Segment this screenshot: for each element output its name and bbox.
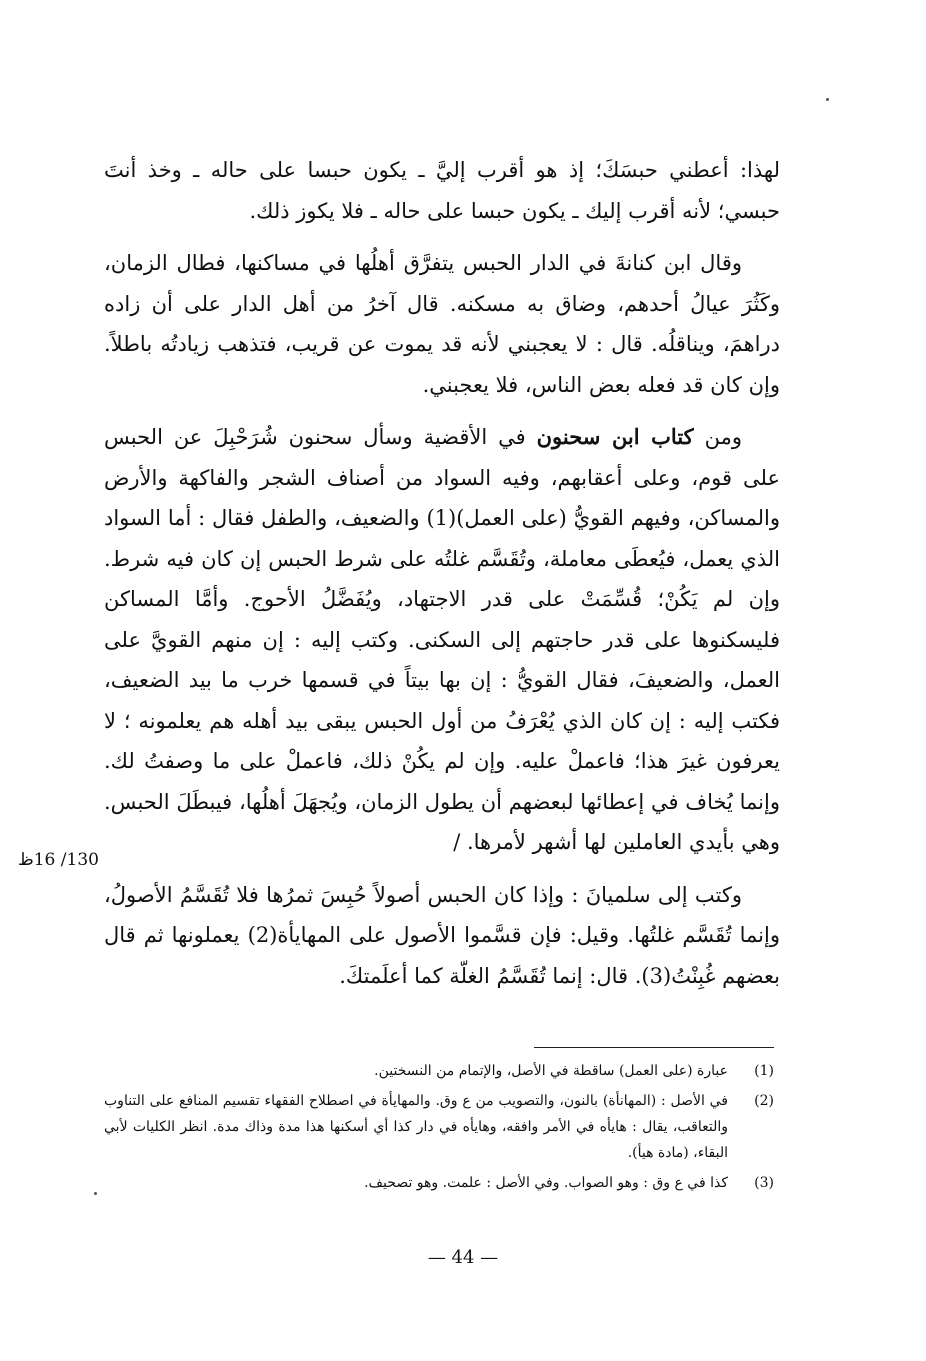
scan-dot-bottom	[94, 1192, 97, 1195]
paragraph-1: لهذا: أعطني حبسَكَ؛ إذ هو أقرب إليَّ ـ يكون حبسا على حاله ـ وخذ أنتَ حبسي؛ لأنه أقرب إليك ـ يكون حبسا على حاله ـ فلا يكوز ذلك.	[104, 158, 780, 223]
main-text	[104, 150, 780, 1008]
footnote-number: (2)	[754, 1093, 774, 1109]
footnote-number: (1)	[754, 1063, 774, 1079]
paragraph-3-rest: في الأقضية وسأل سحنون شُرَحْبِلَ عن الحبس على قوم، وعلى أعقابهم، وفيه السواد من أصناف الشجر والفاكهة والأرض والمساكن، وفيهم القويُّ (على العمل)(1) والضعيف، والطفل فقال : أما السواد الذي يعمل، فيُعطَى معاملة، وتُقَسَّم غلتُه على شرط الحبس إن كان فيه شرط. وإن لم يَكُنْ؛ قُسِّمَتْ على قدر الاجتهاد، ويُفَضَّلُ الأحوج. وأمَّا المساكن فليسكنوها على قدر حاجتهم إلى السكنى. وكتب إليه : إن منهم القويَّ على العمل، والضعيفَ، فقال القويُّ : إن بها بيتاً في قسمها خرب ما بيد الضعيف، فكتب إليه : إن كان الذي يُعْرَفُ من أول الحبس يبقى بيد أهله هم يعلمونه ؛ لا يعرفون غيرَ هذا؛ فاعملْ عليه. وإن لم يكُنْ ذلك، فاعملْ على ما وصفتُ لك. وإنما يُخاف في إعطائها لبعضهم أن يطول الزمان، ويُجهَلَ أهلُها، فيبطَلَ الحبس. وهي بأيدي العاملين لها أشهر لأمرها. /	[104, 425, 780, 854]
page-number: — 44 —	[427, 1247, 499, 1268]
footnotes	[104, 1058, 774, 1200]
paragraph-3-lead: ومن	[704, 425, 742, 449]
footnote-3	[104, 1170, 774, 1196]
footnote-2	[104, 1088, 774, 1166]
footnote-text: عبارة (على العمل) ساقطة في الأصل، والإتمام من النسختين.	[374, 1063, 728, 1079]
book-title: كتاب ابن سحنون	[536, 424, 694, 449]
footnote-text: كذا في ع وق : وهو الصواب. وفي الأصل : علمت. وهو تصحيف.	[364, 1175, 728, 1191]
paragraph-2: وقال ابن كنانةَ في الدار الحبس يتفرَّق أهلُها في مساكنها، فطال الزمان، وكَثُرَ عيالُ أحدهم، وضاق به مسكنه. قال آخرُ من أهل الدار على أن زاده دراهمَ، ويناقلُه. قال : لا يعجبني لأنه قد يموت عن قريب، فتذهب زيادتُه باطلاً. وإن كان قد فعله بعض الناس، فلا يعجبني.	[104, 251, 780, 397]
folio-margin-note: 130/ 16ظ	[18, 850, 99, 870]
paragraph-3	[104, 417, 780, 863]
paragraph-4: وكتب إلى سلميانَ : وإذا كان الحبس أصولاً حُبِسَ ثمرُها فلا تُقَسَّمُ الأصولُ، وإنما تُقَسَّم غلتُها. وقيل: فإن قسَّموا الأصول على المهايأة(2) يعملونها ثم قال بعضهم غُبِنْتُ(3). قال: إنما تُقَسَّمُ الغلّة كما أعلَمتكَ.	[104, 882, 780, 988]
footnote-1	[104, 1058, 774, 1084]
footnote-separator	[534, 1047, 774, 1048]
footnote-number: (3)	[754, 1175, 774, 1191]
footnote-text: في الأصل : (المهانأة) بالنون، والتصويب من ع وق. والمهايأة في اصطلاح الفقهاء تقسيم المنافع على التناوب والتعاقب، يقال : هايأه في الأمر وافقه، وهايأه في دار كذا أي أسكنها هذا مدة وذاك مدة. انظر الكليات لأبي البقاء، (مادة هيأ).	[104, 1093, 728, 1161]
scan-dot-top	[826, 98, 829, 101]
